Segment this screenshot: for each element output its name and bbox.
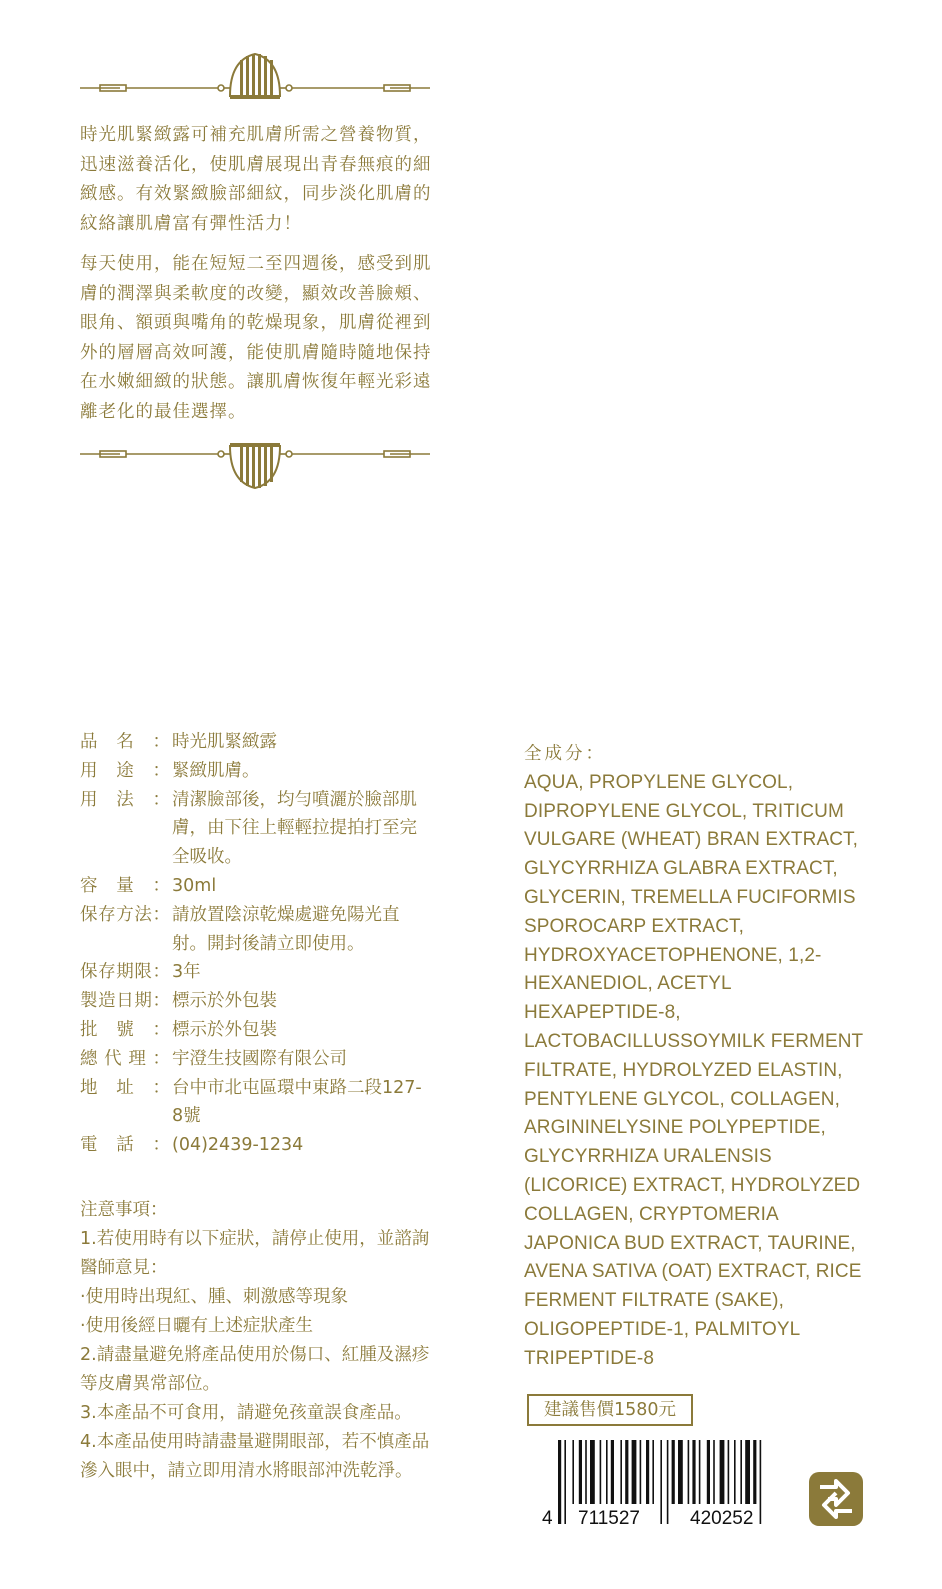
spec-label-char: 法	[116, 789, 134, 810]
spec-label-char: 地	[80, 1077, 98, 1098]
spec-label-char: 址	[116, 1077, 134, 1098]
barcode-digits-left: 711527	[578, 1508, 640, 1528]
ingredients-list: AQUA, PROPYLENE GLYCOL, DIPROPYLENE GLYCOL, TRITICUM VULGARE (WHEAT) BRAN EXTRACT, GLYCYRRHIZA GLABRA EXTRACT, GLYCERIN, TREMELLA FUCIFORMIS SPOROCARP EXTRACT, HYDROXYACETOPHENONE, 1,2-HEXANEDIOL, ACETYL HEXAPEPTIDE-8, LACTOBACILLUSSOYMILK FERMENT FILTRATE, HYDROLYZED ELASTIN, PENTYLENE GLYCOL, COLLAGEN, ARGININELYSINE POLYPEPTIDE, GLYCYRRHIZA URALENSIS (LICORICE) EXTRACT, HYDROLYZED COLLAGEN, CRYPTOMERIA JAPONICA BUD EXTRACT, TAURINE, AVENA SATIVA (OAT) EXTRACT, RICE FERMENT FILTRATE (SAKE), OLIGOPEPTIDE-1, PALMITOYL TRIPEPTIDE-8	[524, 771, 863, 1369]
barcode-bar	[579, 1440, 582, 1504]
barcode-bar	[713, 1440, 715, 1504]
spec-colon: ：	[152, 732, 170, 752]
barcode-bar	[625, 1440, 628, 1504]
spec-value: 時光肌緊緻露	[172, 732, 277, 752]
barcode-bar	[606, 1440, 608, 1504]
spec-label-char: 用	[80, 789, 98, 810]
barcode-bar	[699, 1440, 701, 1504]
spec-value: 清潔臉部後，均勻噴灑於臉部肌膚，由下往上輕輕拉提拍打至完全吸收。	[172, 789, 417, 868]
spec-value: 宇澄生技國際有限公司	[172, 1048, 347, 1069]
barcode-digits-right: 420252	[690, 1508, 754, 1528]
barcode-bar	[720, 1440, 725, 1504]
precaution-item: 3.本產品不可食用，請避免孩童誤食產品。	[80, 1403, 412, 1423]
barcode-bar	[558, 1440, 561, 1524]
barcode-bar	[760, 1440, 762, 1524]
art-deco-ornament-icon	[80, 50, 430, 106]
spec-label	[80, 901, 170, 959]
barcode-bar	[572, 1440, 574, 1504]
spec-colon: ：	[152, 1077, 170, 1098]
spec-row	[80, 872, 432, 901]
spec-label-char: 日	[116, 991, 134, 1012]
spec-row	[80, 757, 432, 786]
spec-label-char: 名	[116, 732, 134, 752]
precaution-bullet: ·使用時出現紅、腫、刺激感等現象	[80, 1287, 349, 1307]
product-spec-list	[80, 728, 432, 1160]
precaution-item: 1.若使用時有以下症狀，請停止使用，並諮詢醫師意見：	[80, 1229, 430, 1278]
spec-label-char: 保	[80, 962, 98, 983]
spec-value: 請放置陰涼乾燥處避免陽光直射。開封後請立即使用。	[172, 904, 400, 954]
spec-colon: ：	[152, 904, 170, 925]
spec-label-char: 品	[80, 732, 98, 752]
spec-label-char: 容	[80, 875, 98, 896]
spec-label-char: 量	[116, 875, 134, 896]
barcode-bar	[728, 1440, 730, 1504]
spec-value: (04)2439-1234	[172, 1135, 304, 1156]
barcode-bar	[646, 1440, 649, 1504]
recycle-icon	[808, 1471, 864, 1527]
spec-value: 標示於外包裝	[172, 1019, 277, 1040]
precautions	[80, 1196, 432, 1486]
spec-label-char: 存	[98, 904, 116, 925]
spec-label	[80, 958, 170, 987]
barcode-bar	[660, 1440, 662, 1524]
barcode-bar	[590, 1440, 595, 1504]
spec-row	[80, 786, 432, 872]
precautions-title: 注意事項：	[80, 1200, 168, 1220]
spec-row	[80, 987, 432, 1016]
spec-row	[80, 1074, 432, 1132]
barcode-bar	[600, 1440, 602, 1504]
barcode-bar	[611, 1440, 614, 1504]
spec-row	[80, 1045, 432, 1074]
spec-label-char: 期	[116, 962, 134, 983]
spec-label-char: 代	[104, 1048, 122, 1069]
spec-label-char: 用	[80, 760, 98, 781]
spec-label	[80, 1016, 170, 1045]
art-deco-ornament-icon	[80, 436, 430, 492]
spec-label-char: 話	[116, 1135, 134, 1156]
barcode-bar	[640, 1440, 642, 1504]
spec-label	[80, 1131, 170, 1160]
spec-label-char: 批	[80, 1019, 98, 1040]
spec-colon: ：	[152, 1135, 170, 1156]
spec-row	[80, 728, 432, 757]
spec-label-char: 途	[116, 760, 134, 781]
spec-label-char: 法	[134, 904, 152, 925]
barcode-bar	[632, 1440, 637, 1504]
spec-label	[80, 872, 170, 901]
barcode-bar	[585, 1440, 587, 1504]
spec-label-char: 保	[80, 904, 98, 925]
spec-colon: ：	[152, 760, 170, 781]
spec-label-char: 總	[80, 1048, 98, 1069]
spec-label	[80, 757, 170, 786]
spec-value: 標示於外包裝	[172, 991, 277, 1012]
barcode-bar	[745, 1440, 750, 1504]
suggested-price-badge: 建議售價1580元	[527, 1394, 693, 1426]
spec-label	[80, 1074, 170, 1132]
precaution-bullet: ·使用後經日曬有上述症狀產生	[80, 1316, 314, 1336]
spec-colon: ：	[152, 1048, 170, 1069]
spec-label-char: 號	[116, 1019, 134, 1040]
intro-paragraph: 時光肌緊緻露可補充肌膚所需之營養物質，迅速滋養活化，使肌膚展現出青春無痕的細緻感。有效緊緻臉部細紋，同步淡化肌膚的紋絡讓肌膚富有彈性活力！	[80, 125, 432, 234]
spec-colon: ：	[152, 789, 170, 810]
spec-row	[80, 901, 432, 959]
intro-paragraph: 每天使用，能在短短二至四週後，感受到肌膚的潤澤與柔軟度的改變，顯效改善臉頰、眼角、額頭與嘴角的乾燥現象，肌膚從裡到外的層層高效呵護，能使肌膚隨時隨地保持在水嫩細緻的狀態。讓肌膚恢復年輕光彩遠離老化的最佳選擇。	[80, 254, 432, 422]
barcode-bar	[564, 1440, 566, 1524]
spec-colon: ：	[152, 1019, 170, 1040]
barcode-digit-lead: 4	[542, 1508, 553, 1528]
barcode-bar	[688, 1440, 690, 1504]
barcode-bar	[692, 1440, 695, 1504]
spec-row	[80, 1131, 432, 1160]
barcode-bar	[678, 1440, 683, 1504]
spec-label-char: 電	[80, 1135, 98, 1156]
precaution-item: 4.本產品使用時請盡量避開眼部，若不慎產品滲入眼中，請立即用清水將眼部沖洗乾淨。	[80, 1432, 430, 1481]
spec-label-char: 製	[80, 991, 98, 1012]
barcode-bar	[707, 1440, 710, 1504]
spec-label	[80, 1045, 170, 1074]
spec-label	[80, 786, 170, 872]
spec-row	[80, 958, 432, 987]
spec-value: 緊緻肌膚。	[172, 760, 260, 781]
barcode-bar	[753, 1440, 756, 1504]
barcode-bar	[620, 1440, 622, 1504]
barcode-icon	[540, 1438, 785, 1528]
ingredients-title: 全成分：	[524, 744, 606, 764]
barcode-bar	[667, 1440, 669, 1524]
spec-label-char: 理	[128, 1048, 146, 1069]
spec-value: 3年	[172, 962, 201, 983]
barcode-bar	[740, 1440, 742, 1504]
ingredients-block	[524, 740, 869, 1374]
spec-label-char: 造	[98, 991, 116, 1012]
barcode-bar	[652, 1440, 654, 1504]
barcode-bar	[672, 1440, 675, 1504]
spec-label-char: 限	[134, 962, 152, 983]
spec-colon: ：	[152, 962, 170, 983]
spec-label	[80, 728, 170, 757]
spec-label-char: 存	[98, 962, 116, 983]
barcode-bar	[734, 1440, 736, 1504]
spec-label-char: 方	[116, 904, 134, 925]
spec-row	[80, 1016, 432, 1045]
spec-label-char: 期	[134, 991, 152, 1012]
precaution-item: 2.請盡量避免將產品使用於傷口、紅腫及濕疹等皮膚異常部位。	[80, 1345, 430, 1394]
spec-value: 30ml	[172, 875, 217, 896]
spec-colon: ：	[152, 875, 170, 896]
spec-colon: ：	[152, 991, 170, 1012]
spec-value: 台中市北屯區環中東路二段127-8號	[172, 1077, 422, 1127]
spec-label	[80, 987, 170, 1016]
